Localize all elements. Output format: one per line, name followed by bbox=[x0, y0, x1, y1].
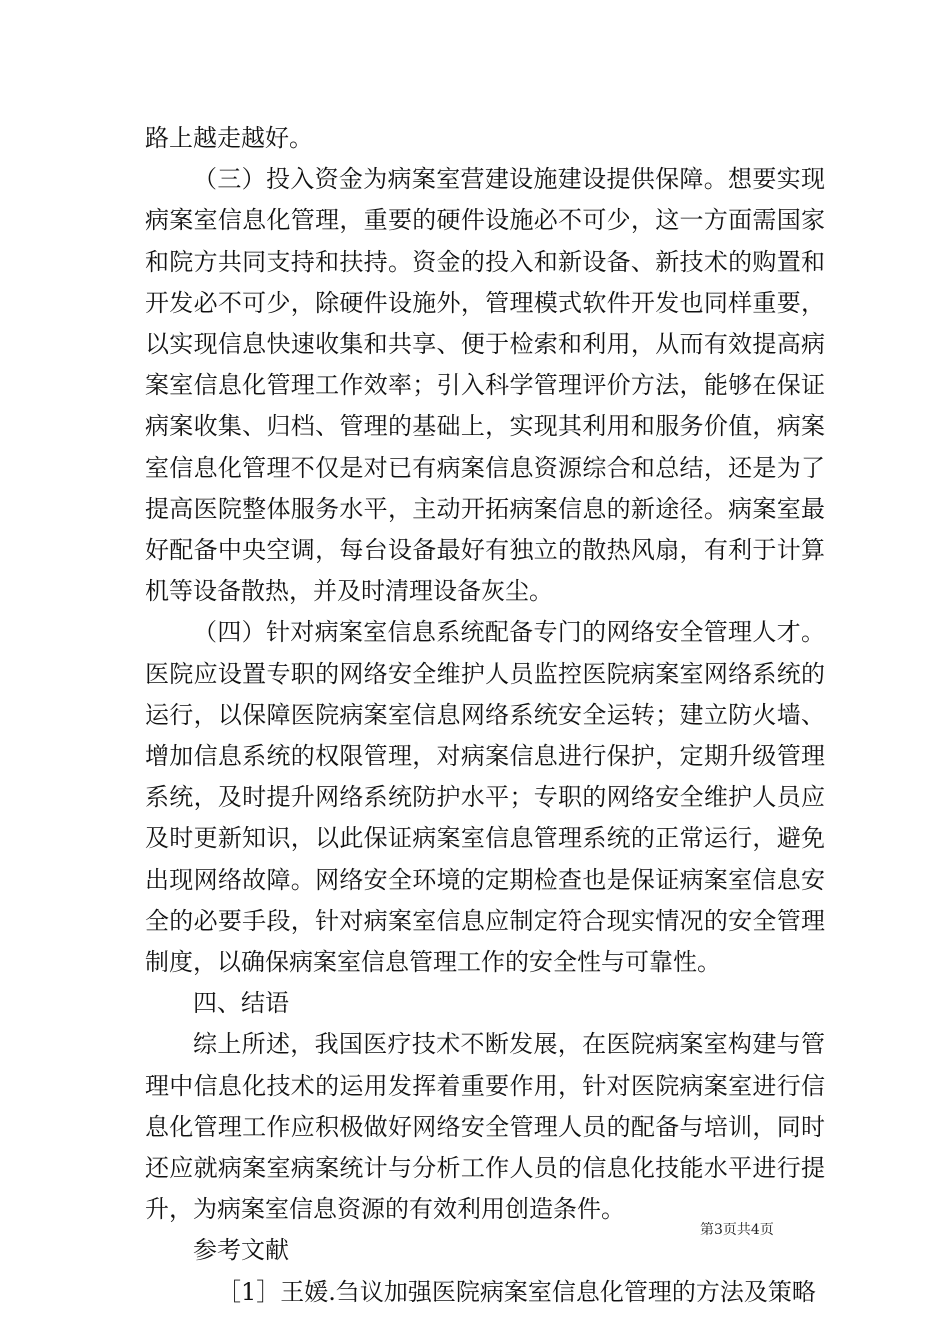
paragraph-section-three: （三）投入资金为病案室营建设施建设提供保障。想要实现病案室信息化管理，重要的硬件设施必不可少，这一方面需国家和院方共同支持和扶持。资金的投入和新设备、新技术的购置和开发必不可少，除硬件设施外，管理模式软件开发也同样重要，以实现信息快速收集和共享、便于检索和利用，从而有效提高病案室信息化管理工作效率；引入科学管理评价方法，能够在保证病案收集、归档、管理的基础上，实现其利用和服务价值，病案室信息化管理不仅是对已有病案信息资源综合和总结，还是为了提高医院整体服务水平，主动开拓病案信息的新途径。病案室最好配备中央空调，每台设备最好有独立的散热风扇，有利于计算机等设备散热，并及时清理设备灰尘。 bbox=[145, 165, 825, 606]
document-body bbox=[145, 118, 825, 1313]
conclusion-heading: 四、结语 bbox=[193, 989, 289, 1018]
reference-item: ［1］王媛.刍议加强医院病案室信息化管理的方法及策略 bbox=[217, 1277, 816, 1306]
page-number-footer: 第3页共4页 bbox=[700, 1222, 774, 1238]
references-heading: 参考文献 bbox=[193, 1236, 289, 1265]
paragraph-continuation: 路上越走越好。 bbox=[145, 124, 313, 152]
conclusion-paragraph: 综上所述，我国医疗技术不断发展，在医院病案室构建与管理中信息化技术的运用发挥着重要作用，针对医院病案室进行信息化管理工作应积极做好网络安全管理人员的配备与培训，同时还应就病案室病案统计与分析工作人员的信息化技能水平进行提升，为病案室信息资源的有效利用创造条件。 bbox=[145, 1030, 825, 1224]
paragraph-section-four: （四）针对病案室信息系统配备专门的网络安全管理人才。医院应设置专职的网络安全维护人员监控医院病案室网络系统的运行，以保障医院病案室信息网络系统安全运转；建立防火墙、增加信息系统的权限管理，对病案信息进行保护，定期升级管理系统，及时提升网络系统防护水平；专职的网络安全维护人员应及时更新知识，以此保证病案室信息管理系统的正常运行，避免出现网络故障。网络安全环境的定期检查也是保证病案室信息安全的必要手段，针对病案室信息应制定符合现实情况的安全管理制度，以确保病案室信息管理工作的安全性与可靠性。 bbox=[145, 618, 825, 977]
